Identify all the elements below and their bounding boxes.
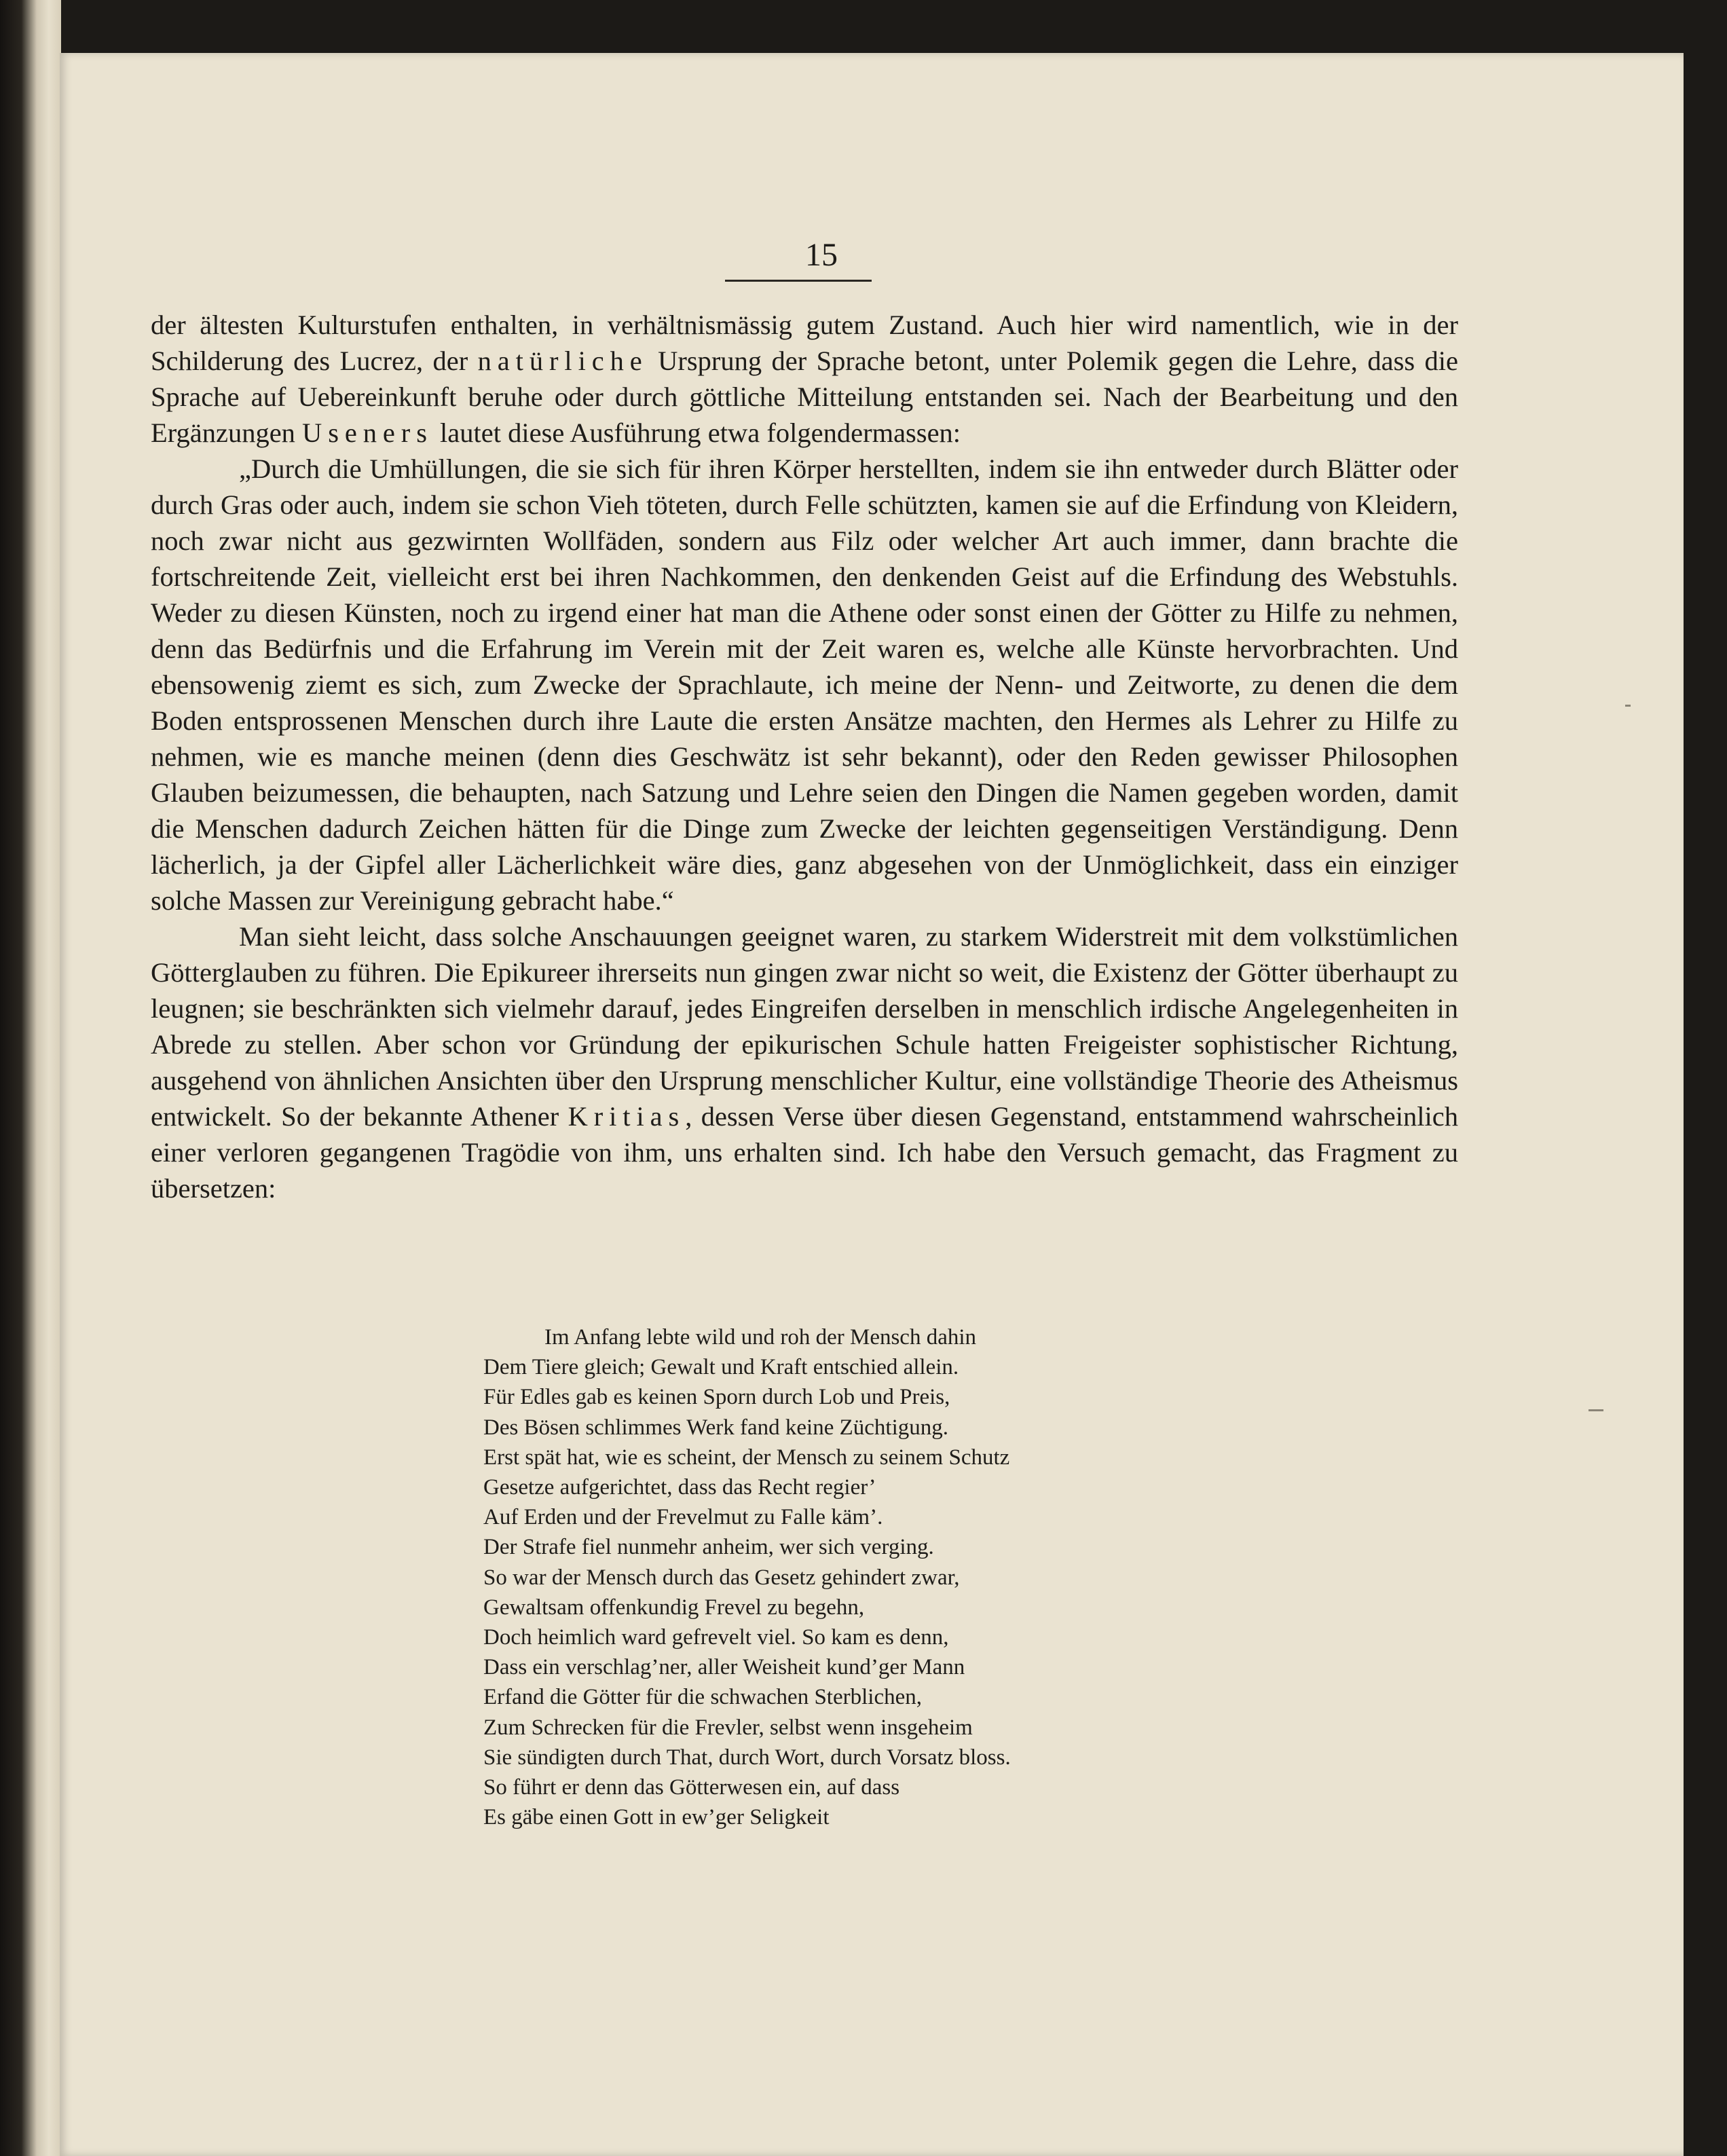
poem-line: Gewaltsam offenkundig Frevel zu begehn,	[483, 1595, 865, 1620]
body-text	[151, 307, 1458, 1206]
poem-fragment	[483, 1322, 1162, 1832]
poem-line: Im Anfang lebte wild und roh der Mensch dahin	[544, 1325, 977, 1350]
spaced-name-kritias: Kritias	[568, 1101, 686, 1132]
paragraph-3	[151, 918, 1458, 1206]
text-segment: , dessen Verse über diesen Gegenstand, entstammend wahrscheinlich einer verloren gegangenen Tragödie von ihm, uns erhalten sind. Ich habe den Versuch gemacht, das Fragment zu übersetzen:	[151, 1101, 1458, 1204]
poem-line: Dass ein verschlag’ner, aller Weisheit kund’ger Mann	[483, 1655, 965, 1680]
page-number: 15	[805, 237, 838, 273]
text-segment: Man sieht leicht, dass solche Anschauungen geeignet waren, zu starkem Widerstreit mit dem volkstümlichen Götterglauben zu führen. Die Epikureer ihrerseits nun gingen zwar nicht so weit, die Existenz der Götter überhaupt zu leugnen; sie beschränkten sich vielmehr darauf, jedes Eingreifen derselben in menschlich irdische Angelegenheiten in Abrede zu stellen. Aber schon vor Gründung der epikurischen Schule hatten Freigeister sophistischer Richtung, ausgehend von ähnlichen Ansichten über den Ursprung menschlicher Kultur, eine vollständige Theorie des Atheismus entwickelt. So der bekannte Athener	[151, 921, 1458, 1132]
poem-line: Erst spät hat, wie es scheint, der Mensch zu seinem Schutz	[483, 1445, 1010, 1470]
book-spine-edge	[0, 0, 61, 2156]
poem-line: Dem Tiere gleich; Gewalt und Kraft entschied allein.	[483, 1355, 959, 1380]
paper-speck	[1625, 705, 1631, 707]
poem-line: Des Bösen schlimmes Werk fand keine Züchtigung.	[483, 1415, 949, 1440]
poem-line: Der Strafe fiel nunmehr anheim, wer sich verging.	[483, 1535, 934, 1560]
paragraph-1	[151, 307, 1458, 451]
poem-line: Auf Erden und der Frevelmut zu Falle käm’.	[483, 1505, 883, 1530]
spaced-term-natuerliche: natürliche	[477, 346, 648, 376]
poem-line: Gesetze aufgerichtet, dass das Recht regier’	[483, 1475, 876, 1500]
poem-line: Erfand die Götter für die schwachen Sterblichen,	[483, 1685, 922, 1710]
paper-speck	[1589, 1409, 1603, 1411]
text-segment: der ältesten Kulturstufen enthalten, in verhältnismässig gutem Zustand. Auch hier wird namentlich, wie in der Schilderung des Lucrez, der	[151, 310, 1458, 376]
paragraph-2-quotation	[151, 451, 1458, 918]
page-number-rule	[725, 280, 872, 282]
poem-line: Für Edles gab es keinen Sporn durch Lob und Preis,	[483, 1385, 950, 1410]
poem-line: Zum Schrecken für die Frevler, selbst wenn insgeheim	[483, 1715, 973, 1740]
poem-line: Sie sündigten durch That, durch Wort, durch Vorsatz bloss.	[483, 1745, 1011, 1770]
text-segment: Ursprung der Sprache betont, unter Polemik gegen die Lehre, dass die Sprache auf Uebereinkunft beruhe oder durch göttliche Mitteilung entstanden sei. Nach der Bearbeitung und den Ergänzungen	[151, 346, 1458, 448]
poem-line: So war der Mensch durch das Gesetz gehindert zwar,	[483, 1565, 960, 1590]
poem-line: So führt er denn das Götterwesen ein, auf dass	[483, 1775, 900, 1800]
poem-line: Es gäbe einen Gott in ew’ger Seligkeit	[483, 1805, 830, 1830]
poem-line: Doch heimlich ward gefrevelt viel. So kam es denn,	[483, 1625, 949, 1650]
spaced-name-useners: Useners	[302, 417, 433, 448]
text-segment: „Durch die Umhüllungen, die sie sich für ihren Körper herstellten, indem sie ihn entweder durch Blätter oder durch Gras oder auch, indem sie schon Vieh töteten, durch Felle schützten, kamen sie auf die Erfindung von Kleidern, noch zwar nicht aus gezwirnten Wollfäden, sondern aus Filz oder welcher Art auch immer, dann brachte die fortschreitende Zeit, vielleicht erst bei ihren Nachkommen, den denkenden Geist auf die Erfindung des Webstuhls. Weder zu diesen Künsten, noch zu irgend einer hat man die Athene oder sonst einen der Götter zu Hilfe zu nehmen, denn das Bedürfnis und die Erfahrung im Verein mit der Zeit waren es, welche alle Künste hervorbrachten. Und ebensowenig ziemt es sich, zum Zwecke der Sprachlaute, ich meine der Nenn- und Zeitworte, zu denen die dem Boden entsprossenen Menschen durch ihre Laute die ersten Ansätze machten, den Hermes als Lehrer zu Hilfe zu nehmen, wie es manche meinen (denn dies Geschwätz ist sehr bekannt), oder den Reden gewisser Philosophen Glauben beizumessen, die behaupten, nach Satzung und Lehre seien den Dingen die Namen gegeben worden, damit die Menschen dadurch Zeichen hätten für die Dinge zum Zwecke der leichten gegenseitigen Verständigung. Denn lächerlich, ja der Gipfel aller Lächerlichkeit wäre dies, ganz abgesehen von der Unmöglichkeit, dass ein einziger solche Massen zur Vereinigung gebracht habe.“	[151, 453, 1458, 916]
text-segment: lautet diese Ausführung etwa folgendermassen:	[432, 417, 961, 448]
